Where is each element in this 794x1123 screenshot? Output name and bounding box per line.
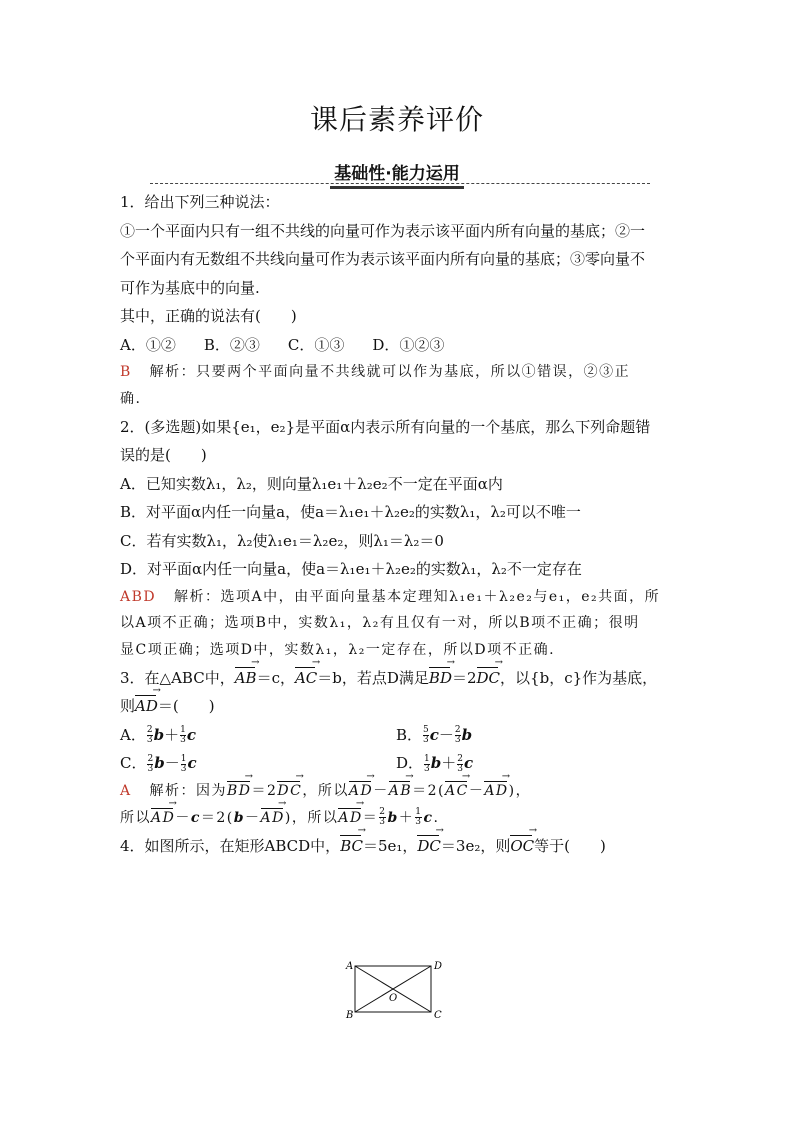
q3-stem-1 xyxy=(120,666,678,692)
q1-body-3: 可作为基底中的向量. xyxy=(120,278,260,297)
q1-body-1: ①一个平面内只有一组不共线的向量可作为表示该平面内所有向量的基底；②一 xyxy=(120,221,646,240)
q4-tail: 等于( ) xyxy=(534,836,606,855)
label-o: O xyxy=(389,993,398,1004)
q3-option-c-label: C． xyxy=(120,754,147,773)
q3-num: 3．在△ABC中， xyxy=(120,668,235,687)
q1-option-b: B．②③ xyxy=(203,335,260,354)
content xyxy=(120,190,678,862)
vector-dc-q4: DC → xyxy=(417,834,441,860)
rectangle-diagram xyxy=(345,958,450,1020)
q1-explain-2: 确. xyxy=(120,390,142,407)
q3-eq-b: ＝b，若点D满足 xyxy=(317,668,429,687)
q3-option-b: B． $\frac{5}{3}$ c－ $\frac{2}{3}$ b xyxy=(396,725,473,746)
q3-stem-2 xyxy=(120,694,678,720)
q2-option-d: D．对平面α内任一向量a，使a＝λ₁e₁＋λ₂e₂的实数λ₁，λ₂不一定存在 xyxy=(120,560,582,579)
q3-option-b-label: B． xyxy=(396,725,423,744)
vector-bd: BD → xyxy=(429,666,452,692)
q3-because: 因为 xyxy=(195,782,227,799)
section-header xyxy=(0,159,794,189)
q2-answer: ABD xyxy=(120,588,157,605)
q3-so-2: 所以 xyxy=(120,809,151,826)
q3-eq-c: ＝c， xyxy=(256,668,295,687)
section-title: 基础性·能力运用 xyxy=(330,159,463,189)
q3-option-d: D． $\frac{1}{3}$ b＋ $\frac{2}{3}$ c xyxy=(396,753,474,774)
label-a: A xyxy=(346,961,354,972)
q4-stem xyxy=(120,834,678,860)
q4-stem-a: 4．如图所示，在矩形ABCD中， xyxy=(120,836,341,855)
q1-explain-1: 只要两个平面向量不共线就可以作为基底，所以①错误，②③正 xyxy=(196,364,631,380)
q1-body-2: 个平面内有无数组不共线向量可作为表示该平面内所有向量的基底；③零向量不 xyxy=(120,250,646,268)
q1-option-d: D．①②③ xyxy=(372,335,445,354)
q3-eq-2dc: ＝2 xyxy=(451,668,477,687)
q2-explain-2: 以A项不正确；选项B中，实数λ₁，λ₂有且仅有一对，所以B项不正确；很明 xyxy=(120,615,640,632)
q3-option-a-label: A． xyxy=(120,725,146,744)
q4-eq-bc: ＝5e₁， xyxy=(362,836,418,855)
label-c: C xyxy=(434,1010,442,1021)
q3-options-row-2 xyxy=(120,751,678,777)
q2-explain-label: 解析： xyxy=(173,588,221,605)
q3-answer: A xyxy=(120,782,132,799)
vector-ad: AD → xyxy=(135,694,158,720)
q3-then: 则 xyxy=(120,697,136,716)
vector-dc: DC → xyxy=(477,666,501,692)
q3-blank: ＝( ) xyxy=(157,697,215,716)
vector-ab: AB → xyxy=(235,666,257,692)
q2-explain xyxy=(120,586,678,610)
label-b: B xyxy=(346,1010,354,1021)
q2-stem-1: 2．(多选题)如果{e₁，e₂}是平面α内表示所有向量的一个基底，那么下列命题错 xyxy=(120,417,651,436)
q3-explain-label: 解析： xyxy=(149,782,196,799)
vector-bc: BC → xyxy=(340,834,363,860)
q1-option-a: A．①② xyxy=(120,335,176,354)
vector-oc: OC → xyxy=(510,834,534,860)
q2-option-a: A．已知实数λ₁，λ₂，则向量λ₁e₁＋λ₂e₂不一定在平面α内 xyxy=(120,474,503,493)
q2-stem-2: 误的是( ) xyxy=(120,446,207,465)
q3-option-a: A． $\frac{2}{3}$ b＋ $\frac{1}{3}$ c xyxy=(120,725,196,746)
q1-explain-label: 解析： xyxy=(149,364,197,380)
q3-option-c: C． $\frac{2}{3}$ b－ $\frac{1}{3}$ c xyxy=(120,753,197,774)
q3-option-d-label: D． xyxy=(396,754,424,773)
q2-explain-3: 显C项正确；选项D中，实数λ₁，λ₂一定存在，所以D项不正确. xyxy=(120,642,556,659)
q1-stem: 1．给出下列三种说法： xyxy=(120,193,280,211)
q3-explain-1: A 解析：因为BD →＝2DC →，所以AD →－AB →＝2(AC →－AD →)， xyxy=(120,780,678,804)
q1-ask: 其中，正确的说法有( ) xyxy=(120,307,297,325)
vector-ac: AC → xyxy=(295,666,317,692)
q2-option-b: B．对平面α内任一向量a，使a＝λ₁e₁＋λ₂e₂的实数λ₁，λ₂可以不唯一 xyxy=(120,503,581,522)
q1-answer: B xyxy=(120,364,132,380)
page-title: 课后素养评价 xyxy=(309,103,484,136)
q3-basis: ，以{b，c}作为基底， xyxy=(500,668,658,687)
q1-option-c: C．①③ xyxy=(287,335,345,354)
q3-explain-2: 所以AD →－c＝2(b－AD →)，所以AD →＝ $\frac{2}{3}$ b＋ $\frac{1}{3}$ c. xyxy=(120,807,678,831)
q2-explain-1: 选项A中，由平面向量基本定理知λ₁e₁＋λ₂e₂与e₁，e₂共面，所 xyxy=(220,588,661,605)
q1-explain xyxy=(120,361,678,385)
q1-options xyxy=(120,333,678,359)
q3-so-1: 所以 xyxy=(317,782,349,799)
q2-option-c: C．若有实数λ₁，λ₂使λ₁e₁＝λ₂e₂，则λ₁＝λ₂＝0 xyxy=(120,531,444,550)
label-d: D xyxy=(434,961,443,972)
q3-options-row-1 xyxy=(120,723,678,749)
q4-eq-dc: ＝3e₂，则 xyxy=(440,836,511,855)
rectangle-svg xyxy=(345,958,450,1020)
